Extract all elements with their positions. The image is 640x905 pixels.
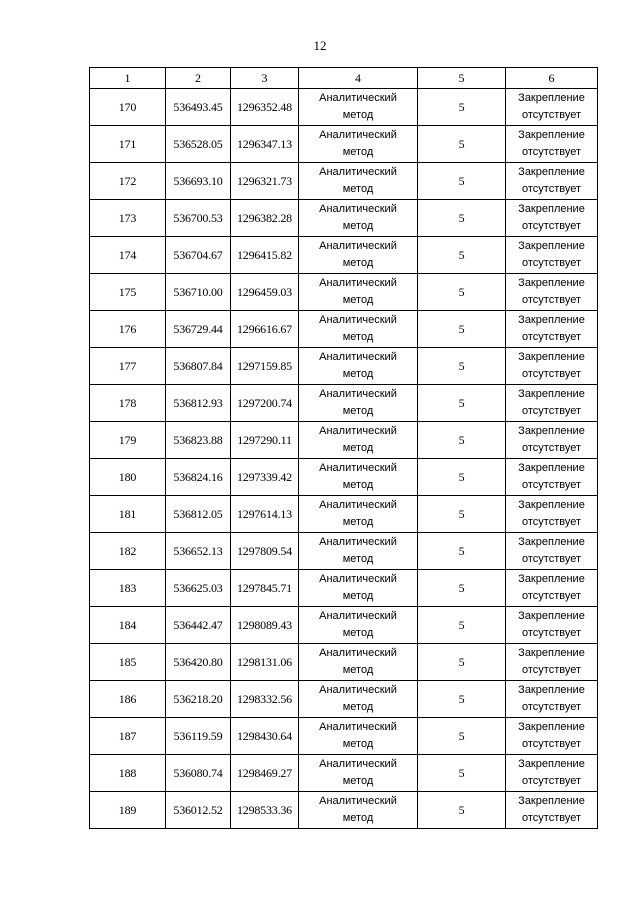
page-number: 12 xyxy=(313,38,327,53)
column-header: 4 xyxy=(299,68,418,89)
accuracy-cell: 5 xyxy=(418,792,506,829)
accuracy-cell: 5 xyxy=(418,459,506,496)
point-number-cell: 177 xyxy=(90,348,166,385)
method-cell xyxy=(299,533,418,570)
fixing-cell xyxy=(506,755,598,792)
x-coordinate-cell: 536080.74 xyxy=(166,755,231,792)
point-number-cell: 176 xyxy=(90,311,166,348)
method-cell xyxy=(299,237,418,274)
x-coordinate-cell: 536812.93 xyxy=(166,385,231,422)
method-line-2: метод xyxy=(342,590,374,602)
x-coordinate-cell: 536528.05 xyxy=(166,126,231,163)
x-coordinate-cell: 536710.00 xyxy=(166,274,231,311)
method-cell xyxy=(299,385,418,422)
point-number-cell: 184 xyxy=(90,607,166,644)
fixing-line-2: отсутствует xyxy=(521,405,581,417)
accuracy-cell: 5 xyxy=(418,385,506,422)
method-cell xyxy=(299,348,418,385)
accuracy-cell: 5 xyxy=(418,163,506,200)
method-line-2: метод xyxy=(342,109,374,121)
method-line-2: метод xyxy=(342,257,374,269)
accuracy-cell: 5 xyxy=(418,237,506,274)
fixing-line-2: отсутствует xyxy=(521,220,581,232)
table-row xyxy=(90,681,598,718)
y-coordinate-cell: 1296616.67 xyxy=(231,311,299,348)
method-cell xyxy=(299,422,418,459)
x-coordinate-cell: 536652.13 xyxy=(166,533,231,570)
fixing-cell xyxy=(506,126,598,163)
method-cell xyxy=(299,718,418,755)
y-coordinate-cell: 1296352.48 xyxy=(231,89,299,126)
accuracy-cell: 5 xyxy=(418,274,506,311)
method-line-1: Аналитический xyxy=(319,166,397,178)
method-cell xyxy=(299,311,418,348)
table-row xyxy=(90,163,598,200)
point-number-cell: 172 xyxy=(90,163,166,200)
method-cell xyxy=(299,459,418,496)
x-coordinate-cell: 536012.52 xyxy=(166,792,231,829)
fixing-line-2: отсутствует xyxy=(521,590,581,602)
method-line-2: метод xyxy=(342,812,374,824)
y-coordinate-cell: 1296321.73 xyxy=(231,163,299,200)
point-number-cell: 189 xyxy=(90,792,166,829)
point-number-cell: 185 xyxy=(90,644,166,681)
table-row xyxy=(90,792,598,829)
method-cell xyxy=(299,755,418,792)
method-line-1: Аналитический xyxy=(319,795,397,807)
y-coordinate-cell: 1298089.43 xyxy=(231,607,299,644)
method-line-2: метод xyxy=(342,701,374,713)
method-cell xyxy=(299,274,418,311)
method-line-2: метод xyxy=(342,775,374,787)
method-cell xyxy=(299,792,418,829)
table-row xyxy=(90,237,598,274)
y-coordinate-cell: 1297809.54 xyxy=(231,533,299,570)
method-line-2: метод xyxy=(342,183,374,195)
fixing-line-1: Закрепление xyxy=(518,425,585,437)
fixing-line-2: отсутствует xyxy=(521,331,581,343)
y-coordinate-cell: 1298332.56 xyxy=(231,681,299,718)
fixing-line-2: отсутствует xyxy=(521,146,581,158)
fixing-line-1: Закрепление xyxy=(518,129,585,141)
point-number-cell: 173 xyxy=(90,200,166,237)
fixing-cell xyxy=(506,422,598,459)
method-cell xyxy=(299,163,418,200)
fixing-cell xyxy=(506,237,598,274)
method-line-1: Аналитический xyxy=(319,240,397,252)
fixing-line-1: Закрепление xyxy=(518,610,585,622)
fixing-cell xyxy=(506,533,598,570)
fixing-cell xyxy=(506,89,598,126)
y-coordinate-cell: 1297339.42 xyxy=(231,459,299,496)
y-coordinate-cell: 1296347.13 xyxy=(231,126,299,163)
method-cell xyxy=(299,570,418,607)
point-number-cell: 178 xyxy=(90,385,166,422)
x-coordinate-cell: 536807.84 xyxy=(166,348,231,385)
x-coordinate-cell: 536625.03 xyxy=(166,570,231,607)
x-coordinate-cell: 536119.59 xyxy=(166,718,231,755)
fixing-cell xyxy=(506,348,598,385)
table-row xyxy=(90,422,598,459)
method-line-2: метод xyxy=(342,294,374,306)
method-line-1: Аналитический xyxy=(319,610,397,622)
fixing-line-1: Закрепление xyxy=(518,462,585,474)
accuracy-cell: 5 xyxy=(418,607,506,644)
fixing-cell xyxy=(506,496,598,533)
method-line-1: Аналитический xyxy=(319,647,397,659)
fixing-cell xyxy=(506,644,598,681)
method-line-2: метод xyxy=(342,220,374,232)
table-row xyxy=(90,89,598,126)
point-number-cell: 180 xyxy=(90,459,166,496)
accuracy-cell: 5 xyxy=(418,311,506,348)
y-coordinate-cell: 1297159.85 xyxy=(231,348,299,385)
method-line-2: метод xyxy=(342,331,374,343)
method-line-2: метод xyxy=(342,479,374,491)
x-coordinate-cell: 536420.80 xyxy=(166,644,231,681)
x-coordinate-cell: 536700.53 xyxy=(166,200,231,237)
method-line-1: Аналитический xyxy=(319,314,397,326)
y-coordinate-cell: 1296459.03 xyxy=(231,274,299,311)
table-row xyxy=(90,385,598,422)
method-line-1: Аналитический xyxy=(319,92,397,104)
method-line-2: метод xyxy=(342,368,374,380)
fixing-cell xyxy=(506,570,598,607)
column-header: 3 xyxy=(231,68,299,89)
table-row xyxy=(90,533,598,570)
point-number-cell: 175 xyxy=(90,274,166,311)
method-line-1: Аналитический xyxy=(319,203,397,215)
y-coordinate-cell: 1298469.27 xyxy=(231,755,299,792)
fixing-line-2: отсутствует xyxy=(521,516,581,528)
fixing-line-1: Закрепление xyxy=(518,277,585,289)
fixing-cell xyxy=(506,681,598,718)
method-line-1: Аналитический xyxy=(319,351,397,363)
fixing-line-2: отсутствует xyxy=(521,738,581,750)
fixing-line-2: отсутствует xyxy=(521,775,581,787)
fixing-line-2: отсутствует xyxy=(521,294,581,306)
table-row xyxy=(90,644,598,681)
table-row xyxy=(90,459,598,496)
x-coordinate-cell: 536218.20 xyxy=(166,681,231,718)
fixing-line-1: Закрепление xyxy=(518,351,585,363)
method-line-1: Аналитический xyxy=(319,684,397,696)
method-line-1: Аналитический xyxy=(319,536,397,548)
y-coordinate-cell: 1297290.11 xyxy=(231,422,299,459)
point-number-cell: 182 xyxy=(90,533,166,570)
method-line-1: Аналитический xyxy=(319,721,397,733)
table-header xyxy=(90,68,598,89)
method-line-1: Аналитический xyxy=(319,425,397,437)
fixing-line-2: отсутствует xyxy=(521,368,581,380)
point-number-cell: 170 xyxy=(90,89,166,126)
fixing-line-2: отсутствует xyxy=(521,257,581,269)
fixing-cell xyxy=(506,385,598,422)
fixing-line-1: Закрепление xyxy=(518,314,585,326)
fixing-cell xyxy=(506,311,598,348)
method-cell xyxy=(299,607,418,644)
x-coordinate-cell: 536824.16 xyxy=(166,459,231,496)
accuracy-cell: 5 xyxy=(418,422,506,459)
method-line-2: метод xyxy=(342,442,374,454)
point-number-cell: 171 xyxy=(90,126,166,163)
y-coordinate-cell: 1296415.82 xyxy=(231,237,299,274)
column-header: 1 xyxy=(90,68,166,89)
table-row xyxy=(90,126,598,163)
method-line-2: метод xyxy=(342,405,374,417)
fixing-line-2: отсутствует xyxy=(521,812,581,824)
fixing-line-2: отсутствует xyxy=(521,479,581,491)
method-cell xyxy=(299,89,418,126)
fixing-line-1: Закрепление xyxy=(518,647,585,659)
table-row xyxy=(90,496,598,533)
point-number-cell: 186 xyxy=(90,681,166,718)
y-coordinate-cell: 1296382.28 xyxy=(231,200,299,237)
fixing-line-1: Закрепление xyxy=(518,573,585,585)
fixing-cell xyxy=(506,274,598,311)
fixing-line-2: отсутствует xyxy=(521,442,581,454)
accuracy-cell: 5 xyxy=(418,718,506,755)
point-number-cell: 181 xyxy=(90,496,166,533)
table-row xyxy=(90,570,598,607)
table-row xyxy=(90,607,598,644)
method-line-1: Аналитический xyxy=(319,758,397,770)
fixing-line-1: Закрепление xyxy=(518,536,585,548)
accuracy-cell: 5 xyxy=(418,644,506,681)
column-header: 2 xyxy=(166,68,231,89)
method-line-2: метод xyxy=(342,553,374,565)
fixing-line-2: отсутствует xyxy=(521,627,581,639)
method-line-1: Аналитический xyxy=(319,388,397,400)
x-coordinate-cell: 536693.10 xyxy=(166,163,231,200)
fixing-line-1: Закрепление xyxy=(518,795,585,807)
fixing-cell xyxy=(506,718,598,755)
method-cell xyxy=(299,644,418,681)
fixing-line-1: Закрепление xyxy=(518,721,585,733)
point-number-cell: 188 xyxy=(90,755,166,792)
column-header: 6 xyxy=(506,68,598,89)
x-coordinate-cell: 536812.05 xyxy=(166,496,231,533)
x-coordinate-cell: 536704.67 xyxy=(166,237,231,274)
fixing-line-1: Закрепление xyxy=(518,92,585,104)
method-line-2: метод xyxy=(342,738,374,750)
fixing-line-2: отсутствует xyxy=(521,183,581,195)
y-coordinate-cell: 1298131.06 xyxy=(231,644,299,681)
fixing-line-2: отсутствует xyxy=(521,553,581,565)
method-cell xyxy=(299,496,418,533)
fixing-line-1: Закрепление xyxy=(518,203,585,215)
accuracy-cell: 5 xyxy=(418,570,506,607)
method-cell xyxy=(299,681,418,718)
fixing-cell xyxy=(506,200,598,237)
x-coordinate-cell: 536729.44 xyxy=(166,311,231,348)
y-coordinate-cell: 1297845.71 xyxy=(231,570,299,607)
fixing-line-1: Закрепление xyxy=(518,684,585,696)
fixing-line-1: Закрепление xyxy=(518,388,585,400)
x-coordinate-cell: 536493.45 xyxy=(166,89,231,126)
fixing-cell xyxy=(506,459,598,496)
fixing-cell xyxy=(506,607,598,644)
fixing-cell xyxy=(506,163,598,200)
method-line-2: метод xyxy=(342,516,374,528)
fixing-line-2: отсутствует xyxy=(521,109,581,121)
accuracy-cell: 5 xyxy=(418,681,506,718)
method-cell xyxy=(299,126,418,163)
table-row xyxy=(90,348,598,385)
x-coordinate-cell: 536442.47 xyxy=(166,607,231,644)
method-line-1: Аналитический xyxy=(319,277,397,289)
accuracy-cell: 5 xyxy=(418,348,506,385)
accuracy-cell: 5 xyxy=(418,755,506,792)
accuracy-cell: 5 xyxy=(418,200,506,237)
accuracy-cell: 5 xyxy=(418,126,506,163)
table-row xyxy=(90,200,598,237)
header-row xyxy=(90,68,598,89)
method-line-1: Аналитический xyxy=(319,129,397,141)
table-row xyxy=(90,755,598,792)
y-coordinate-cell: 1298430.64 xyxy=(231,718,299,755)
point-number-cell: 179 xyxy=(90,422,166,459)
table-row xyxy=(90,311,598,348)
fixing-line-1: Закрепление xyxy=(518,166,585,178)
method-line-2: метод xyxy=(342,146,374,158)
fixing-line-2: отсутствует xyxy=(521,664,581,676)
method-line-2: метод xyxy=(342,627,374,639)
fixing-cell xyxy=(506,792,598,829)
coordinates-table xyxy=(89,67,598,829)
x-coordinate-cell: 536823.88 xyxy=(166,422,231,459)
y-coordinate-cell: 1298533.36 xyxy=(231,792,299,829)
fixing-line-1: Закрепление xyxy=(518,499,585,511)
column-header: 5 xyxy=(418,68,506,89)
method-line-1: Аналитический xyxy=(319,462,397,474)
table-row xyxy=(90,274,598,311)
y-coordinate-cell: 1297614.13 xyxy=(231,496,299,533)
accuracy-cell: 5 xyxy=(418,496,506,533)
table-row xyxy=(90,718,598,755)
point-number-cell: 174 xyxy=(90,237,166,274)
table-body xyxy=(90,89,598,829)
method-cell xyxy=(299,200,418,237)
point-number-cell: 183 xyxy=(90,570,166,607)
fixing-line-1: Закрепление xyxy=(518,758,585,770)
accuracy-cell: 5 xyxy=(418,533,506,570)
method-line-1: Аналитический xyxy=(319,573,397,585)
accuracy-cell: 5 xyxy=(418,89,506,126)
fixing-line-2: отсутствует xyxy=(521,701,581,713)
y-coordinate-cell: 1297200.74 xyxy=(231,385,299,422)
fixing-line-1: Закрепление xyxy=(518,240,585,252)
method-line-2: метод xyxy=(342,664,374,676)
method-line-1: Аналитический xyxy=(319,499,397,511)
point-number-cell: 187 xyxy=(90,718,166,755)
